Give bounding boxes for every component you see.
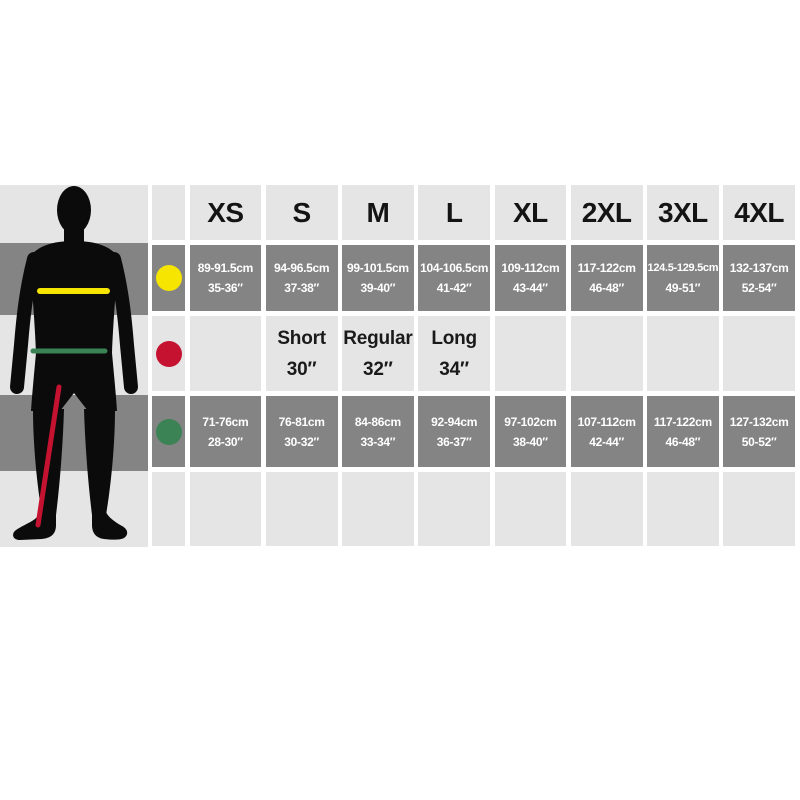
cell-leg-4xl: [723, 316, 795, 391]
cell-chest-s: 94-96.5cm 37-38″: [266, 245, 338, 311]
torso-and-shorts: [30, 241, 118, 411]
cell-leg-l: Long 34″: [418, 316, 490, 391]
left-arm: [17, 259, 34, 387]
cell-leg-xl: [495, 316, 567, 391]
cell-waist-4xl: 127-132cm 50-52″: [723, 396, 795, 467]
cell-waist-2xl: 107-112cm 42-44″: [571, 396, 643, 467]
empty-cell: [152, 472, 185, 546]
header-3xl: 3XL: [647, 185, 719, 240]
figure-column: [0, 185, 148, 547]
cell-chest-3xl: 124.5-129.5cm 49-51″: [647, 245, 719, 311]
cell-leg-s: Short 30″: [266, 316, 338, 391]
left-foot: [13, 512, 56, 540]
cell-leg-3xl: [647, 316, 719, 391]
size-chart-table: [152, 185, 795, 547]
empty-cell: [571, 472, 643, 546]
waist-dot-cell: [152, 396, 185, 467]
cell-waist-xs: 71-76cm 28-30″: [190, 396, 262, 467]
cell-chest-4xl: 132-137cm 52-54″: [723, 245, 795, 311]
cell-leg-2xl: [571, 316, 643, 391]
cell-chest-xl: 109-112cm 43-44″: [495, 245, 567, 311]
header-l: L: [418, 185, 490, 240]
dot-column-header: [152, 185, 185, 240]
empty-cell: [647, 472, 719, 546]
header-2xl: 2XL: [571, 185, 643, 240]
empty-cell: [190, 472, 262, 546]
inside-leg-dot-cell: [152, 316, 185, 391]
silhouette-body: [13, 186, 131, 540]
empty-cell: [418, 472, 490, 546]
right-arm: [114, 259, 131, 387]
yellow-chest-dot: [156, 265, 182, 291]
right-foot: [92, 512, 127, 540]
green-waist-dot: [156, 419, 182, 445]
red-inside-leg-dot: [156, 341, 182, 367]
cell-leg-m: Regular 32″: [342, 316, 414, 391]
empty-cell: [266, 472, 338, 546]
header-m: M: [342, 185, 414, 240]
empty-cell: [342, 472, 414, 546]
cell-waist-s: 76-81cm 30-32″: [266, 396, 338, 467]
chest-dot-cell: [152, 245, 185, 311]
header-4xl: 4XL: [723, 185, 795, 240]
cell-chest-m: 99-101.5cm 39-40″: [342, 245, 414, 311]
cell-leg-xs: [190, 316, 262, 391]
cell-chest-xs: 89-91.5cm 35-36″: [190, 245, 262, 311]
cell-waist-xl: 97-102cm 38-40″: [495, 396, 567, 467]
cell-waist-l: 92-94cm 36-37″: [418, 396, 490, 467]
header-xl: XL: [495, 185, 567, 240]
header-xs: XS: [190, 185, 262, 240]
right-leg: [84, 409, 115, 515]
cell-chest-2xl: 117-122cm 46-48″: [571, 245, 643, 311]
cell-waist-m: 84-86cm 33-34″: [342, 396, 414, 467]
empty-cell: [495, 472, 567, 546]
empty-cell: [723, 472, 795, 546]
man-silhouette: [0, 185, 148, 547]
cell-chest-l: 104-106.5cm 41-42″: [418, 245, 490, 311]
header-s: S: [266, 185, 338, 240]
cell-waist-3xl: 117-122cm 46-48″: [647, 396, 719, 467]
